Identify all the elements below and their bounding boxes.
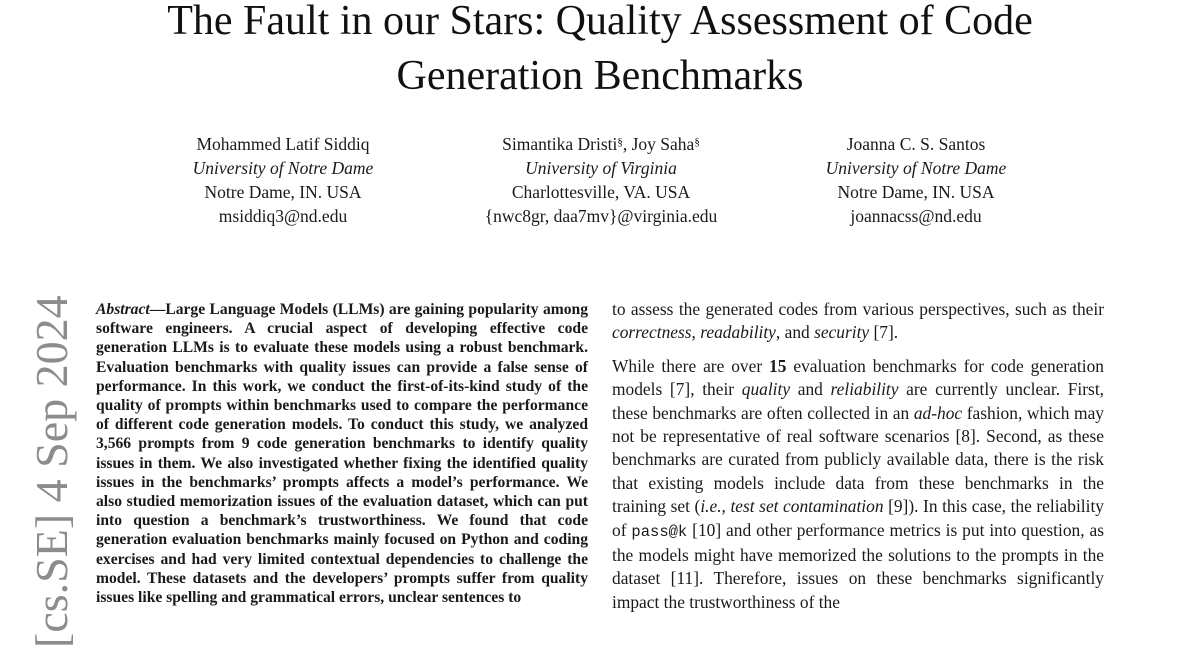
- bold-number: 15: [769, 355, 787, 376]
- emphasis: readability: [700, 322, 776, 343]
- text-run: , and: [775, 322, 815, 343]
- abstract: [96, 300, 588, 607]
- paper-title: [0, 0, 1200, 104]
- text-run: [10] and other performance metrics is put into question, as the models might have memorized the solutions to the prompts in the dataset [11]. Therefore, issues on these benchmarks significantly impact the trustworthiness of the: [612, 519, 1104, 612]
- author-affiliation: University of Virginia: [525, 158, 677, 178]
- abstract-text: Large Language Models (LLMs) are gaining popularity among software engineers. A crucial aspect of developing effective code generation LLMs is to evaluate these models using a robust benchmark. Evaluation benchmarks with quality issues can provide a false sense of performance. In this work, we conduct the first-of-its-kind study of the quality of prompts within benchmarks used to compare the performance of different code generation models. To conduct this study, we analyzed 3,566 prompts from 9 code generation benchmarks to identify quality issues in them. We also investigated whether fixing the identified quality issues in the benchmarks’ prompts affects a model’s performance. We also studied memorization issues of the evaluation dataset, which can put into question a benchmark’s trustworthiness. We found that code generation evaluation benchmarks mainly focused on Python and coding exercises and had very limited contextual dependencies to challenge the model. These datasets and the developers’ prompts suffer from quality issues like spelling and grammatical errors, unclear sentences to: [96, 301, 588, 607]
- author-footnote-mark: §: [694, 136, 700, 148]
- emphasis: quality: [741, 379, 791, 400]
- emphasis: reliability: [830, 379, 899, 400]
- abstract-label: Abstract: [96, 301, 150, 318]
- author-name-b: Joy Saha: [631, 134, 695, 154]
- author-affiliation: University of Notre Dame: [192, 158, 374, 178]
- emphasis: test set contamination: [730, 496, 884, 517]
- title-line-1: The Fault in our Stars: Quality Assessment of Code: [167, 0, 1033, 44]
- author-block: [0, 132, 1200, 232]
- text-run: and: [790, 379, 831, 400]
- author-name-a: Simantika Dristi: [502, 134, 618, 154]
- abstract-dash: —: [149, 301, 166, 318]
- arxiv-side-stamp: [cs.SE] 4 Sep 2024: [26, 295, 77, 648]
- title-line-2: Generation Benchmarks: [396, 53, 804, 99]
- author-name: Mohammed Latif Siddiq: [196, 134, 370, 154]
- text-run: ,: [691, 322, 701, 343]
- text-run: While there are over: [612, 355, 770, 376]
- author-name-separator: ,: [622, 134, 632, 154]
- code-metric: pass@k: [631, 522, 688, 541]
- emphasis: ad-hoc: [913, 402, 963, 423]
- author-footnote-mark: §: [617, 136, 623, 148]
- emphasis: security: [814, 322, 870, 343]
- author-email: joannacss@nd.edu: [850, 206, 982, 226]
- author-1: [176, 132, 390, 228]
- author-affiliation: University of Notre Dame: [825, 158, 1007, 178]
- author-email: {nwc8gr, daa7mv}@virginia.edu: [484, 206, 718, 226]
- text-run: evaluation benchmarks for code generation models [7], their: [612, 355, 1104, 400]
- author-email: msiddiq3@nd.edu: [218, 206, 348, 226]
- text-run: fashion, which may not be representative of real software scenarios [8]. Second, as these benchmarks are curated from publicly available data, there is the risk that existing models include data from these benchmarks in the training set (: [612, 402, 1104, 517]
- text-run: to assess the generated codes from various perspectives, such as their: [612, 299, 1104, 319]
- author-3: [806, 132, 1026, 228]
- emphasis: correctness: [612, 322, 692, 343]
- author-name: [462, 132, 740, 156]
- intro-column: [612, 298, 1104, 614]
- paragraph-2: [612, 355, 1104, 614]
- author-name: Joanna C. S. Santos: [846, 134, 986, 154]
- text-run: [9]). In this case, the reliability of: [612, 496, 1104, 540]
- text-run: [7].: [869, 322, 899, 343]
- text-run: are currently unclear. First, these benchmarks are often collected in an: [612, 379, 1104, 423]
- author-location: Notre Dame, IN. USA: [837, 182, 995, 202]
- paragraph-1: [612, 298, 1104, 345]
- emphasis: i.e.,: [700, 496, 726, 517]
- author-location: Notre Dame, IN. USA: [204, 182, 362, 202]
- author-2: [462, 132, 740, 228]
- author-location: Charlottesville, VA. USA: [511, 182, 691, 202]
